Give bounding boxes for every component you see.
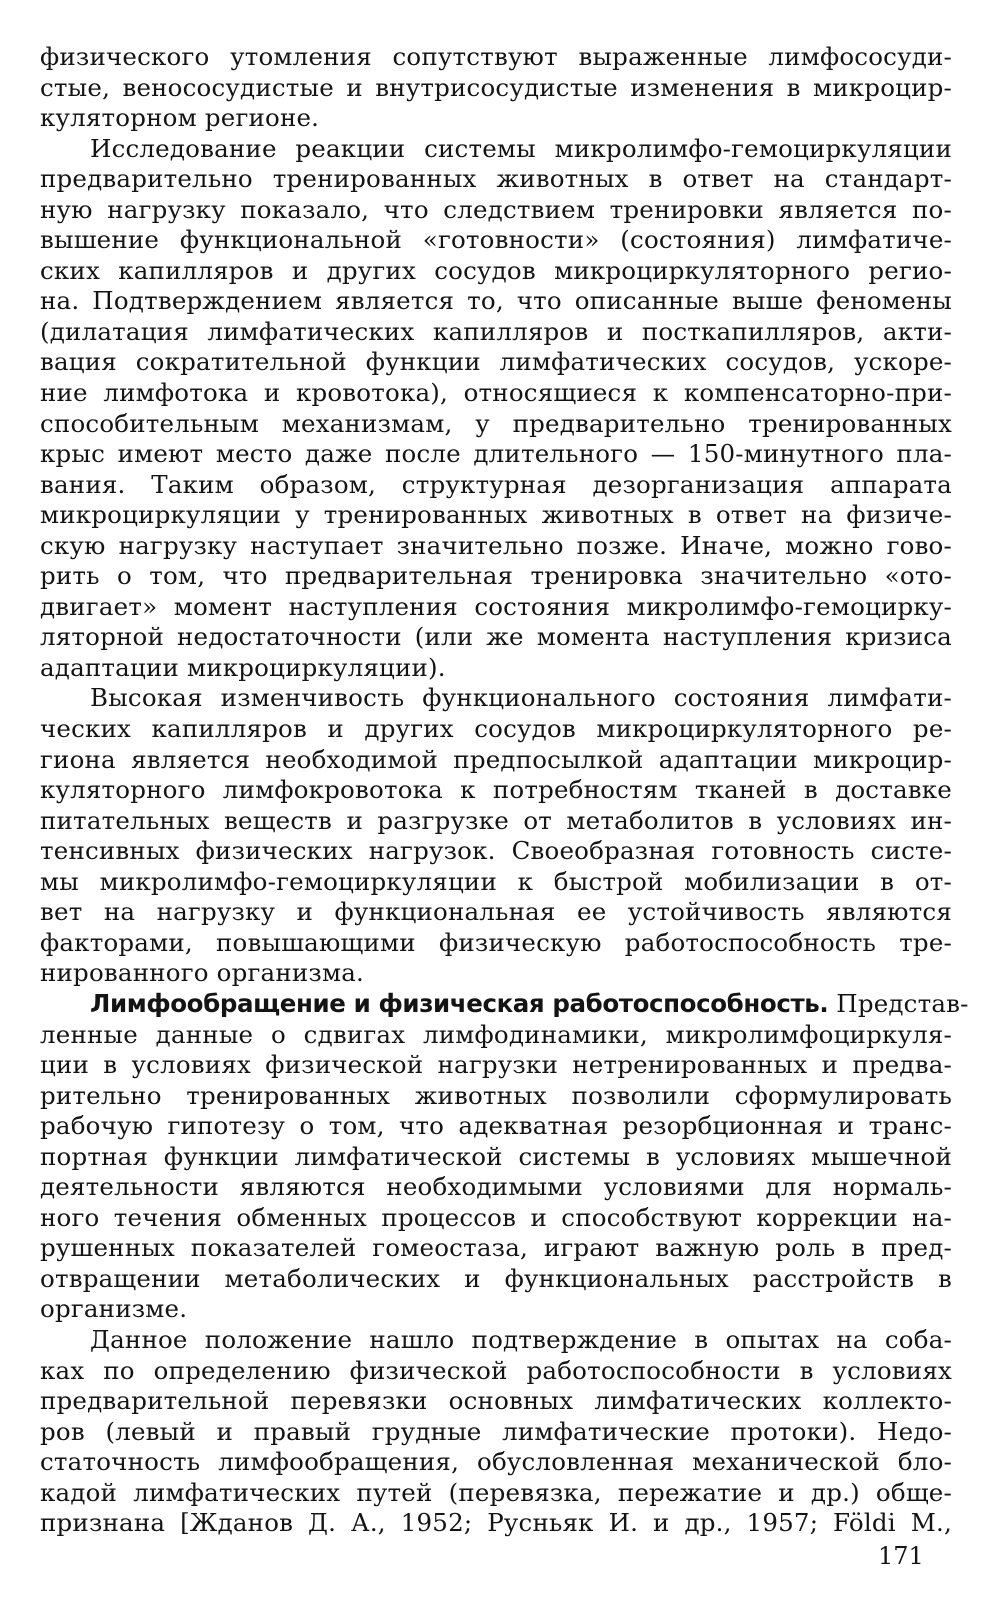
text-line: скую нагрузку наступает значительно позже. Иначе, можно гово-	[40, 530, 952, 560]
text-line: ческих капилляров и других сосудов микроциркуляторного ре-	[40, 714, 952, 744]
text-line: вания. Таким образом, структурная дезорганизация аппарата	[40, 469, 952, 499]
page-number: 171	[878, 1542, 924, 1570]
text-line: микроциркуляции у тренированных животных в ответ на физиче-	[40, 500, 952, 530]
text-line: ние лимфотока и кровотока), относящиеся к компенсаторно-при-	[40, 378, 952, 408]
text-line: гиона является необходимой предпосылкой адаптации микроцир-	[40, 744, 952, 774]
text-line: (дилатация лимфатических капилляров и посткапилляров, акти-	[40, 316, 952, 346]
text-line: статочность лимфообращения, обусловленная механической бло-	[40, 1447, 952, 1477]
paragraph-3	[40, 683, 952, 988]
text-line: ную нагрузку показало, что следствием тренировки является по-	[40, 194, 952, 224]
heading-line	[40, 988, 969, 1020]
text-line: мы микролимфо-гемоциркуляции к быстрой мобилизации в от-	[40, 866, 952, 896]
text-line: ров (левый и правый грудные лимфатические протоки). Недо-	[40, 1416, 952, 1446]
paragraph-1	[40, 42, 952, 134]
text-line: ного течения обменных процессов и способствуют коррекции на-	[40, 1202, 952, 1232]
text-line: способительным механизмам, у предварительно тренированных	[40, 408, 952, 438]
text-line: вет на нагрузку и функциональная ее устойчивость являются	[40, 897, 952, 927]
text-line: адаптации микроциркуляции).	[40, 652, 446, 682]
paragraph-4	[40, 988, 969, 1325]
text-line: стые, венососудистые и внутрисосудистые изменения в микроцир-	[40, 72, 952, 102]
text-line: предварительно тренированных животных в ответ на стандарт-	[40, 164, 952, 194]
text-line: крыс имеют место даже после длительного — 150-минутного пла-	[40, 439, 952, 469]
text-line: деятельности являются необходимыми условиями для нормаль-	[40, 1172, 952, 1202]
text-line: рительно тренированных животных позволили сформулировать	[40, 1080, 952, 1110]
text-line: кадой лимфатических путей (перевязка, пережатие и др.) обще-	[40, 1477, 952, 1507]
text-line: ленные данные о сдвигах лимфодинамики, микролимфоциркуля-	[40, 1019, 952, 1049]
text-line: куляторного лимфокровотока к потребностям тканей в доставке	[40, 775, 952, 805]
text-line: факторами, повышающими физическую работоспособность тре-	[40, 927, 952, 957]
text-line: питательных веществ и разгрузке от метаболитов в условиях ин-	[40, 805, 952, 835]
book-page-body	[40, 42, 969, 1539]
text-line: нированного организма.	[40, 958, 365, 988]
text-line: организме.	[40, 1294, 188, 1324]
text-line: рабочую гипотезу о том, что адекватная резорбционная и транс-	[40, 1111, 952, 1141]
text-line: рить о том, что предварительная тренировка значительно «ото-	[40, 561, 952, 591]
text-line: на. Подтверждением является то, что описанные выше феномены	[40, 286, 952, 316]
text-line: ках по определению физической работоспособности в условиях	[40, 1355, 952, 1385]
section-heading: Лимфообращение и физическая работоспособность.	[90, 988, 829, 1018]
text-line: тенсивных физических нагрузок. Своеобразная готовность систе-	[40, 836, 952, 866]
text-line: ляторной недостаточности (или же момента наступления кризиса	[40, 622, 952, 652]
heading-line-rest: Представ-	[828, 988, 969, 1018]
text-line: вышение функциональной «готовности» (состояния) лимфатиче-	[40, 225, 952, 255]
text-line: двигает» момент наступления состояния микролимфо-гемоцирку-	[40, 591, 952, 621]
text-line: Данное положение нашло подтверждение в опытах на соба-	[90, 1324, 952, 1354]
paragraph-2	[40, 134, 952, 684]
text-line: признана [Жданов Д. А., 1952; Русньяк И. и др., 1957; Földi М.,	[40, 1508, 952, 1538]
text-line: портная функции лимфатической системы в условиях мышечной	[40, 1141, 952, 1171]
text-line: Высокая изменчивость функционального состояния лимфати-	[90, 683, 952, 713]
text-line: физического утомления сопутствуют выраженные лимфососуди-	[40, 42, 952, 71]
text-line: куляторном регионе.	[40, 103, 320, 133]
text-line: Исследование реакции системы микролимфо-гемоциркуляции	[90, 133, 952, 163]
text-line: предварительной перевязки основных лимфатических коллекто-	[40, 1386, 952, 1416]
text-line: ции в условиях физической нагрузки нетренированных и предва-	[40, 1050, 952, 1080]
text-line: вация сократительной функции лимфатических сосудов, ускоре-	[40, 347, 952, 377]
text-line: рушенных показателей гомеостаза, играют важную роль в пред-	[40, 1233, 952, 1263]
text-line: отвращении метаболических и функциональных расстройств в	[40, 1263, 952, 1293]
text-line: ских капилляров и других сосудов микроциркуляторного регио-	[40, 255, 952, 285]
paragraph-5	[40, 1325, 952, 1539]
